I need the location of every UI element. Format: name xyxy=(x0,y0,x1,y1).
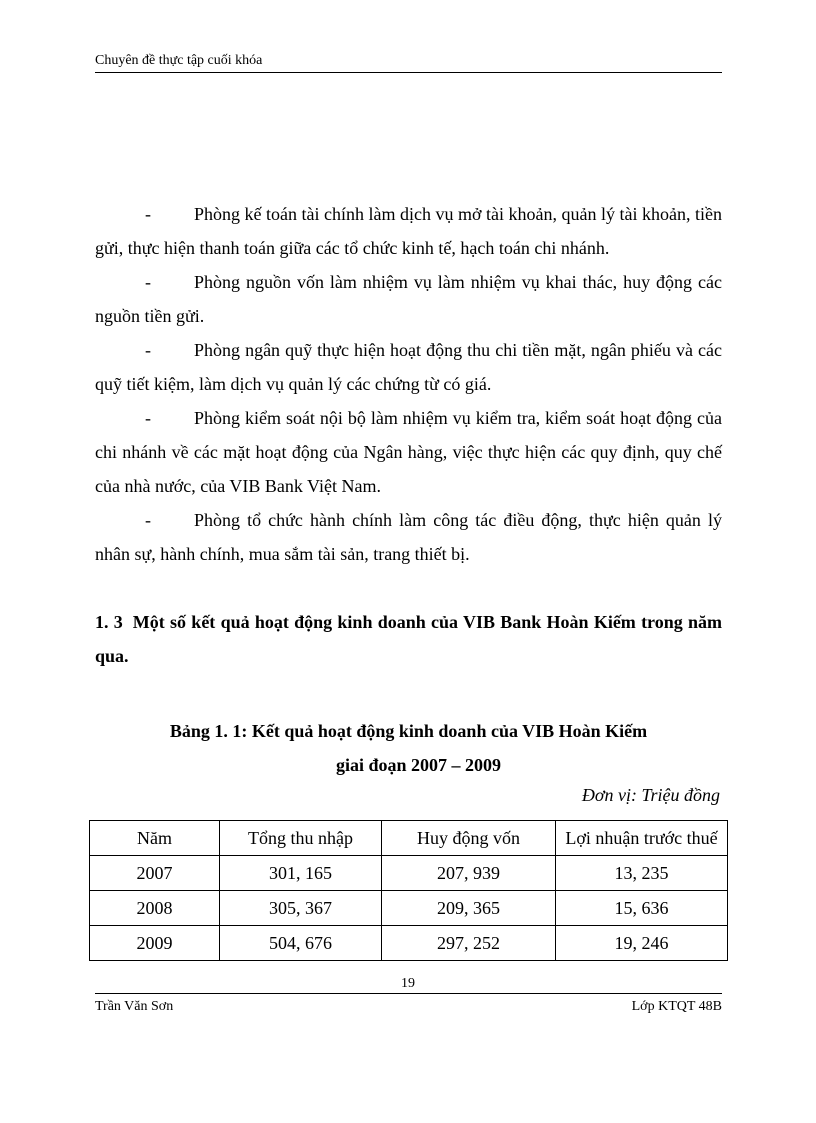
results-table xyxy=(89,820,728,961)
footer-class: Lớp KTQT 48B xyxy=(631,999,722,1014)
table-cell: 209, 365 xyxy=(382,891,556,926)
table-cell: 297, 252 xyxy=(382,926,556,961)
table-caption xyxy=(95,714,722,782)
column-header: Năm xyxy=(90,821,220,856)
page-header xyxy=(95,52,722,73)
table-row xyxy=(90,856,728,891)
column-header: Lợi nhuận trước thuế xyxy=(556,821,728,856)
table-cell: 19, 246 xyxy=(556,926,728,961)
paragraph: - Phòng tổ chức hành chính làm công tác điều động, thực hiện quản lý nhân sự, hành chính, mua sắm tài sản, trang thiết bị. xyxy=(95,510,722,564)
body-text xyxy=(95,197,722,571)
table-cell: 2007 xyxy=(90,856,220,891)
header-title: Chuyên đề thực tập cuối khóa xyxy=(95,53,263,68)
table-row xyxy=(90,926,728,961)
table-cell: 207, 939 xyxy=(382,856,556,891)
paragraph: - Phòng ngân quỹ thực hiện hoạt động thu chi tiền mặt, ngân phiếu và các quỹ tiết kiệm, làm dịch vụ quản lý các chứng từ có giá. xyxy=(95,340,722,394)
section-number: 1. 3 xyxy=(95,612,123,632)
footer-author: Trần Văn Sơn xyxy=(95,999,174,1014)
page-footer xyxy=(95,993,722,1016)
section-title: Một số kết quả hoạt động kinh doanh của VIB Bank Hoàn Kiếm trong năm qua. xyxy=(95,612,723,666)
page-number: 19 xyxy=(401,976,415,991)
section-heading xyxy=(95,605,722,673)
table-cell: 2008 xyxy=(90,891,220,926)
paragraph: - Phòng nguồn vốn làm nhiệm vụ làm nhiệm vụ khai thác, huy động các nguồn tiền gửi. xyxy=(95,272,722,326)
table-cell: 15, 636 xyxy=(556,891,728,926)
column-header: Tổng thu nhập xyxy=(220,821,382,856)
table-cell: 2009 xyxy=(90,926,220,961)
column-header: Huy động vốn xyxy=(382,821,556,856)
paragraph: - Phòng kế toán tài chính làm dịch vụ mở tài khoản, quản lý tài khoản, tiền gửi, thực hiện thanh toán giữa các tổ chức kinh tế, hạch toán chi nhánh. xyxy=(95,204,722,258)
table-cell: 13, 235 xyxy=(556,856,728,891)
caption-line2: giai đoạn 2007 – 2009 xyxy=(335,755,502,775)
table-row xyxy=(90,891,728,926)
caption-line1: Bảng 1. 1: Kết quả hoạt động kinh doanh của VIB Hoàn Kiếm xyxy=(169,721,648,741)
table-header-row xyxy=(90,821,728,856)
table-cell: 305, 367 xyxy=(220,891,382,926)
paragraph: - Phòng kiểm soát nội bộ làm nhiệm vụ kiểm tra, kiểm soát hoạt động của chi nhánh về các mặt hoạt động của Ngân hàng, việc thực hiện các quy định, quy chế của nhà nước, của VIB Bank Việt Nam. xyxy=(95,408,722,496)
table-cell: 301, 165 xyxy=(220,856,382,891)
unit-label: Đơn vị: Triệu đồng xyxy=(581,785,720,805)
table-cell: 504, 676 xyxy=(220,926,382,961)
